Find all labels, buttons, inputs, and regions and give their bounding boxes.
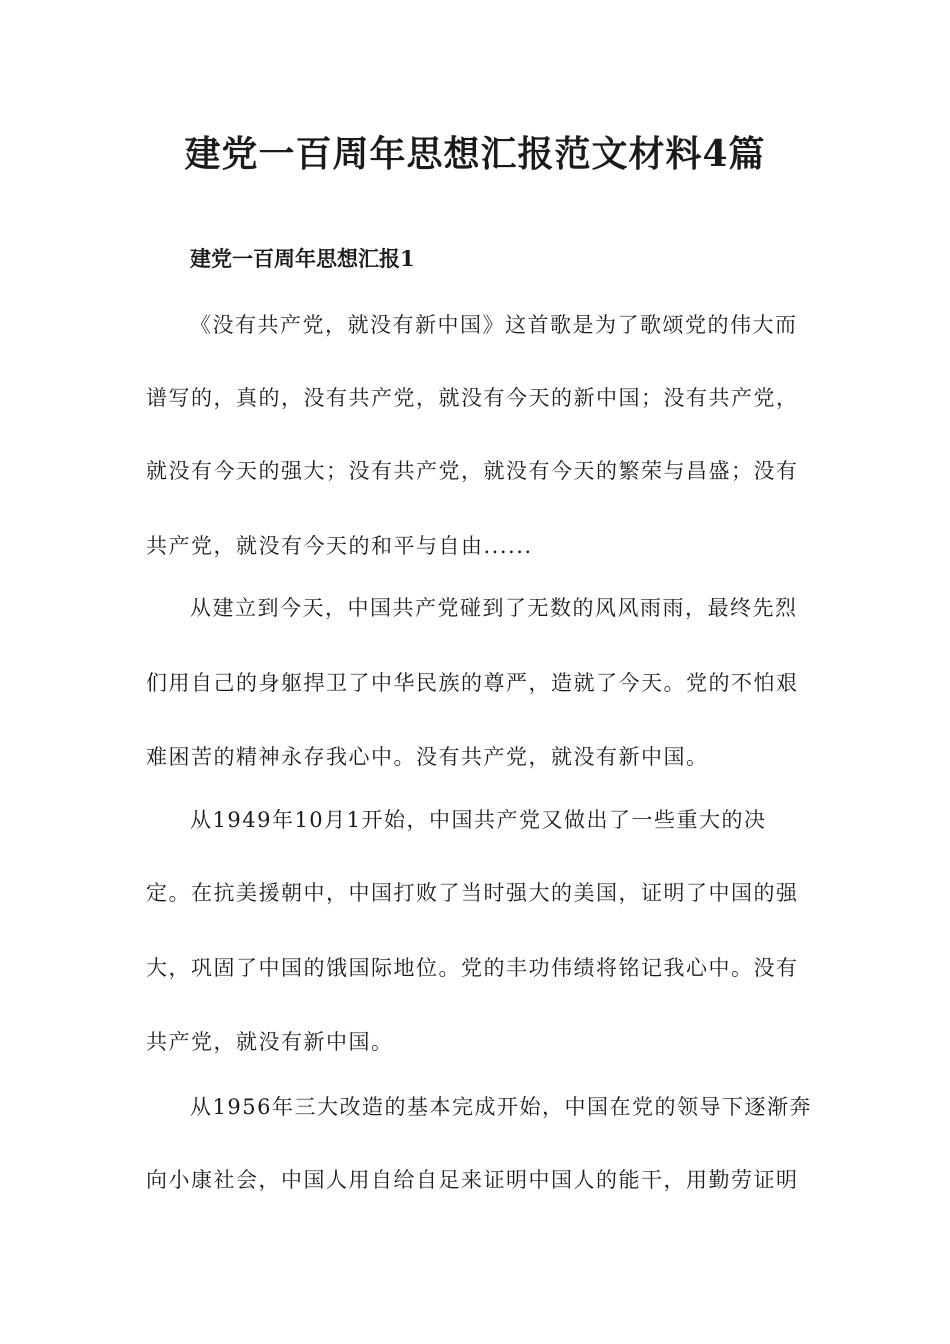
paragraph-line: 定。在抗美援朝中，中国打败了当时强大的美国，证明了中国的强 <box>146 881 799 905</box>
paragraph-line: 就没有今天的强大；没有共产党，就没有今天的繁荣与昌盛；没有 <box>146 459 799 483</box>
paragraph-line: 共产党，就没有新中国。 <box>146 1030 394 1054</box>
paragraph-line: 难困苦的精神永存我心中。没有共产党，就没有新中国。 <box>146 745 709 769</box>
document-title: 建党一百周年思想汇报范文材料4篇 <box>184 133 766 175</box>
paragraph-line: 从1956年三大改造的基本完成开始，中国在党的领导下逐渐奔 <box>190 1095 812 1119</box>
paragraph-line: 从1949年10月1开始，中国共产党又做出了一些重大的决 <box>190 808 767 832</box>
paragraph-line: 从建立到今天，中国共产党碰到了无数的风风雨雨，最终先烈 <box>190 596 798 620</box>
paragraph-line: 大，巩固了中国的饿国际地位。党的丰功伟绩将铭记我心中。没有 <box>146 956 799 980</box>
paragraph-line: 们用自己的身躯捍卫了中华民族的尊严，造就了今天。党的不怕艰 <box>146 671 799 695</box>
paragraph-line: 向小康社会，中国人用自给自足来证明中国人的能干，用勤劳证明 <box>146 1168 799 1192</box>
section-heading: 建党一百周年思想汇报1 <box>190 246 415 271</box>
paragraph-line: 谱写的，真的，没有共产党，就没有今天的新中国；没有共产党， <box>146 386 799 410</box>
paragraph-line: 共产党，就没有今天的和平与自由...... <box>146 534 533 558</box>
paragraph-line: 《没有共产党，就没有新中国》这首歌是为了歌颂党的伟大而 <box>190 313 798 337</box>
